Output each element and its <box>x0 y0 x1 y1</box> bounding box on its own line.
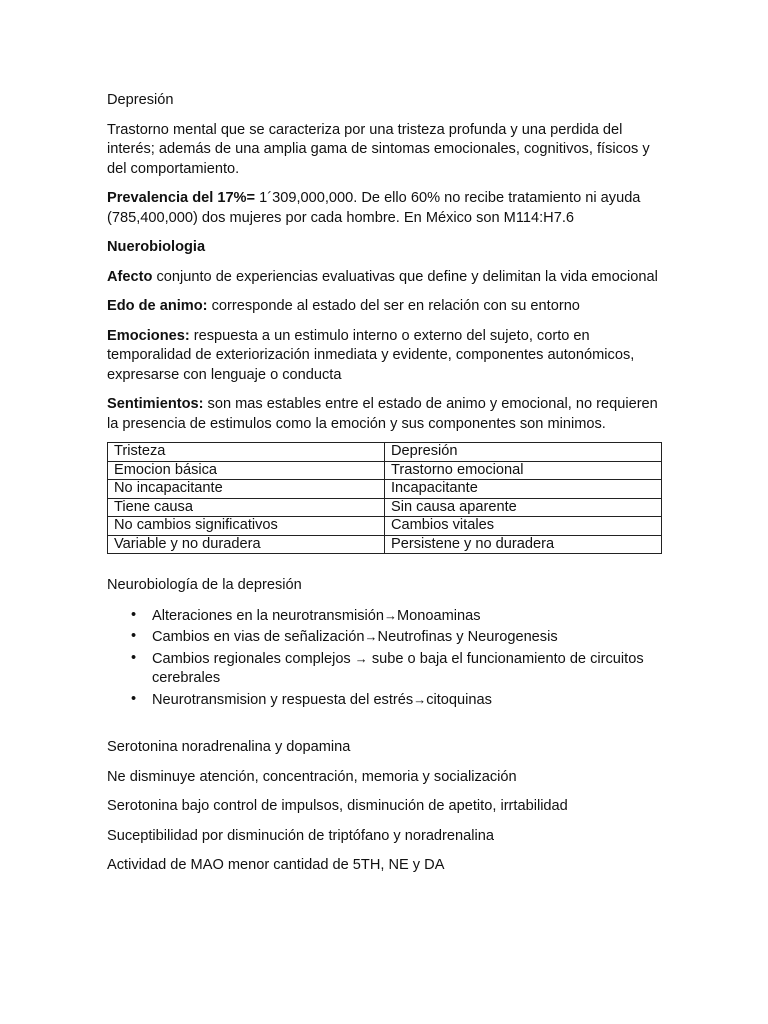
definition-emociones <box>107 327 667 386</box>
comparison-table <box>107 442 662 554</box>
closing-line: Actividad de MAO menor cantidad de 5TH, NE y DA <box>107 857 445 873</box>
intro-paragraph: Trastorno mental que se caracteriza por una tristeza profunda y una perdida del interés; además de una amplia gama de sintomas emocionales, cognitivos, físicos y del comportamiento. <box>107 121 650 177</box>
list-item <box>131 690 667 711</box>
table-cell: Emocion básica <box>108 461 385 480</box>
bullet-text: Cambios en vias de señalización <box>152 629 365 645</box>
table-cell: Tristeza <box>108 443 385 462</box>
table-row <box>108 535 662 554</box>
bullet-text: citoquinas <box>426 691 492 708</box>
table-cell: Trastorno emocional <box>385 461 662 480</box>
closing-line: Suceptibilidad por disminución de triptófano y noradrenalina <box>107 827 494 844</box>
definition-text: respuesta a un estimulo interno o externo del sujeto, corto en temporalidad de exteriorización inmediata y evidente, componentes autonómicos, expresarse con lenguaje o conducta <box>107 327 635 383</box>
prevalence-label: Prevalencia del 17%= <box>107 190 256 206</box>
bullet-text: Neurotransmision y respuesta del estrés <box>152 691 414 708</box>
closing-line: Ne disminuye atención, concentración, memoria y socialización <box>107 768 517 785</box>
list-item <box>131 627 667 648</box>
definition-term: Edo de animo: <box>107 298 208 314</box>
table-row <box>108 517 662 536</box>
bullet-text: Neutrofinas y Neurogenesis <box>377 629 558 645</box>
arrow-right-icon: → <box>384 607 398 623</box>
table-row <box>108 480 662 499</box>
table-cell: Tiene causa <box>108 498 385 517</box>
definition-sentimientos <box>107 395 667 434</box>
document-page <box>107 91 667 886</box>
definition-afecto <box>107 268 667 288</box>
prevalence-paragraph <box>107 189 667 228</box>
definition-text: son mas estables entre el estado de animo y emocional, no requieren la presencia de estimulos como la emoción y sus componentes son minimos. <box>107 396 658 432</box>
table-cell: Incapacitante <box>385 480 662 499</box>
closing-line: Serotonina bajo control de impulsos, disminución de apetito, irrtabilidad <box>107 798 568 814</box>
bullet-text: sube o baja el funcionamiento de circuitos cerebrales <box>152 650 644 686</box>
table-cell: Depresión <box>385 443 662 462</box>
table-cell: Sin causa aparente <box>385 498 662 517</box>
neurobiology-heading-text: Nuerobiologia <box>107 239 206 255</box>
neuro-depression-heading: Neurobiología de la depresión <box>107 577 302 593</box>
table-cell: No cambios significativos <box>108 517 385 536</box>
table-cell: Persistene y no duradera <box>385 535 662 554</box>
arrow-right-icon: → <box>364 629 378 644</box>
bullet-icon: • <box>131 606 137 623</box>
bullet-icon: • <box>131 628 137 644</box>
list-item <box>131 606 667 627</box>
closing-line: Serotonina noradrenalina y dopamina <box>107 739 351 755</box>
bullet-text: Alteraciones en la neurotransmisión <box>152 607 385 624</box>
document-title: Depresión <box>107 92 174 108</box>
definition-text: conjunto de experiencias evaluativas que define y delimitan la vida emocional <box>152 268 658 285</box>
table-row <box>108 461 662 480</box>
bullet-icon: • <box>131 690 137 707</box>
bullet-text: Monoaminas <box>397 607 481 624</box>
neuro-depression-list <box>107 606 667 711</box>
bullet-text: Cambios regionales complejos <box>152 650 355 667</box>
definition-text: corresponde al estado del ser en relación con su entorno <box>207 298 580 314</box>
neurobiology-heading <box>107 238 667 258</box>
table-row <box>108 443 662 462</box>
definition-term: Afecto <box>107 268 153 285</box>
definition-term: Emociones: <box>107 327 190 344</box>
prevalence-text: 1´309,000,000. De ello 60% no recibe tratamiento ni ayuda (785,400,000) dos mujeres por cada hombre. En México son M114:H7.6 <box>107 190 641 226</box>
definition-term: Sentimientos: <box>107 396 204 412</box>
arrow-right-icon: → <box>413 691 427 707</box>
definition-edo-de-animo <box>107 297 667 317</box>
table-cell: No incapacitante <box>108 480 385 499</box>
arrow-right-icon: → <box>354 650 368 666</box>
bullet-icon: • <box>131 649 137 666</box>
table-row <box>108 498 662 517</box>
list-item <box>131 649 667 689</box>
table-cell: Cambios vitales <box>385 517 662 536</box>
table-cell: Variable y no duradera <box>108 535 385 554</box>
